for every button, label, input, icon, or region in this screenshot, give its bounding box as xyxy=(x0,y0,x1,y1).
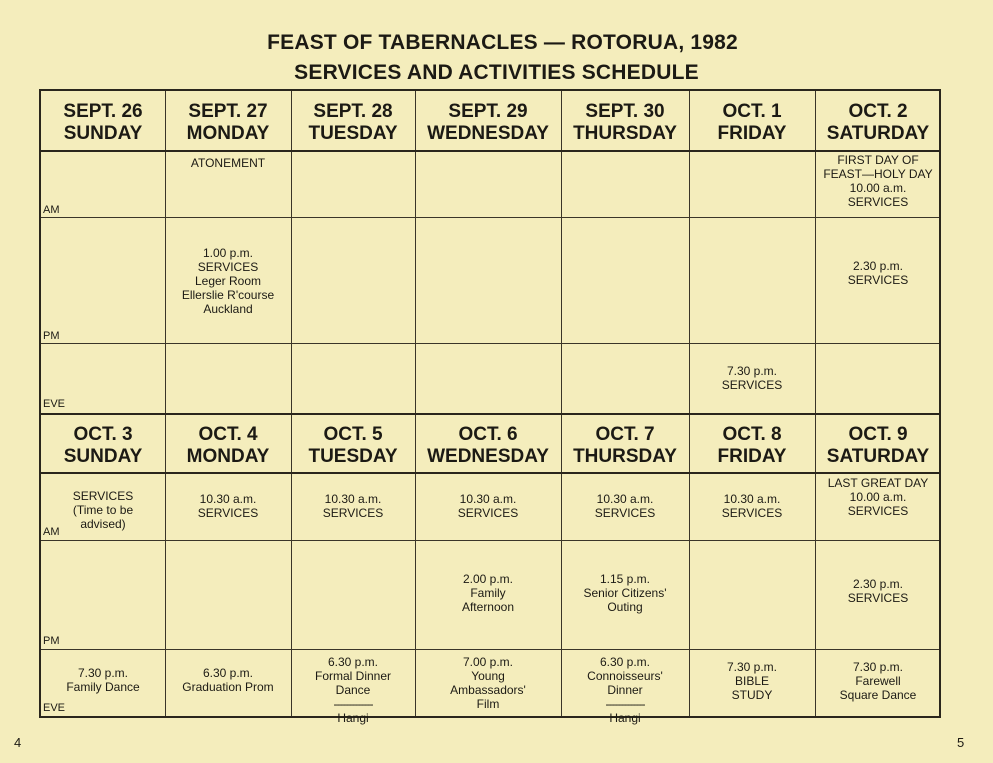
cell-line: Farewell xyxy=(855,674,901,688)
cell-line: (Time to be xyxy=(72,503,134,517)
day-name: MONDAY xyxy=(186,446,270,467)
schedule-cell-am-monday xyxy=(165,492,291,520)
schedule-cell-pm-wednesday xyxy=(415,572,561,614)
row-label-pm: PM xyxy=(43,635,60,647)
week2-table xyxy=(39,413,941,725)
day-date: OCT. 6 xyxy=(458,424,518,445)
schedule-cell-am-wednesday xyxy=(415,492,561,520)
cell-line: 7.00 p.m. xyxy=(462,655,514,669)
schedule-title: FEAST OF TABERNACLES — ROTORUA, 1982 xyxy=(267,31,738,54)
day-name: THURSDAY xyxy=(573,123,677,144)
cell-line: Dance xyxy=(335,683,371,697)
schedule-cell-am-friday xyxy=(689,492,815,520)
cell-line: Hangi xyxy=(609,711,641,725)
day-header-friday xyxy=(689,424,815,468)
cell-line: Film xyxy=(476,697,500,711)
cell-line: Outing xyxy=(607,600,643,614)
day-date: OCT. 1 xyxy=(722,101,782,122)
day-date: SEPT. 29 xyxy=(448,101,528,122)
day-date: SEPT. 26 xyxy=(63,101,143,122)
day-header-monday xyxy=(165,101,291,145)
day-date: OCT. 4 xyxy=(198,424,258,445)
schedule-cell-pm-monday xyxy=(165,246,291,316)
row-divider xyxy=(41,343,939,344)
day-name: TUESDAY xyxy=(308,446,398,467)
cell-line: 10.00 a.m. xyxy=(849,181,907,195)
cell-line: advised) xyxy=(80,517,126,531)
cell-line: 7.30 p.m. xyxy=(852,660,904,674)
schedule-cell-eve-monday xyxy=(165,666,291,694)
schedule-subtitle: SERVICES AND ACTIVITIES SCHEDULE xyxy=(294,61,699,84)
day-header-tuesday xyxy=(291,424,415,468)
cell-line: Dinner xyxy=(607,683,643,697)
cell-line: 10.30 a.m. xyxy=(199,492,257,506)
cell-line: 10.30 a.m. xyxy=(596,492,654,506)
cell-line: Afternoon xyxy=(461,600,515,614)
cell-line: ATONEMENT xyxy=(190,156,266,170)
schedule-cell-am-sunday xyxy=(41,489,165,531)
row-divider xyxy=(41,472,939,474)
cell-line: LAST GREAT DAY xyxy=(827,476,929,490)
day-header-monday xyxy=(165,424,291,468)
day-date: OCT. 8 xyxy=(722,424,782,445)
cell-line: BIBLE xyxy=(734,674,770,688)
schedule-cell-eve-tuesday xyxy=(291,655,415,725)
schedule-cell-am-tuesday xyxy=(291,492,415,520)
day-name: FRIDAY xyxy=(717,123,787,144)
cell-line: Auckland xyxy=(203,302,253,316)
schedule-cell-am-saturday xyxy=(815,476,941,518)
cell-line: 10.30 a.m. xyxy=(324,492,382,506)
cell-line: 2.30 p.m. xyxy=(852,259,904,273)
cell-line: Hangi xyxy=(337,711,369,725)
cell-line: Leger Room xyxy=(194,274,262,288)
schedule-cell-eve-friday xyxy=(689,660,815,702)
cell-line: Square Dance xyxy=(839,688,917,702)
day-header-friday xyxy=(689,101,815,145)
row-label-eve: EVE xyxy=(43,702,66,714)
cell-line: Connoisseurs' xyxy=(587,669,663,683)
schedule-cell-am-thursday xyxy=(561,492,689,520)
cell-line: 7.30 p.m. xyxy=(77,666,129,680)
day-date: OCT. 2 xyxy=(848,101,908,122)
cell-line: SERVICES xyxy=(197,506,259,520)
cell-line: 6.30 p.m. xyxy=(202,666,254,680)
day-date: OCT. 9 xyxy=(848,424,908,445)
cell-line: Formal Dinner xyxy=(314,669,392,683)
schedule-cell-eve-friday xyxy=(689,364,815,392)
row-label-am: AM xyxy=(43,526,60,538)
cell-line: 6.30 p.m. xyxy=(599,655,651,669)
cell-line: 1.15 p.m. xyxy=(599,572,651,586)
schedule-cell-am-saturday xyxy=(815,153,941,209)
day-header-saturday xyxy=(815,101,941,145)
schedule-cell-pm-saturday xyxy=(815,577,941,605)
schedule-cell-eve-thursday xyxy=(561,655,689,725)
day-name: MONDAY xyxy=(186,123,270,144)
cell-line: FEAST—HOLY DAY xyxy=(823,167,933,181)
week1-table xyxy=(39,89,941,415)
day-name: SATURDAY xyxy=(826,123,930,144)
cell-line: 2.30 p.m. xyxy=(852,577,904,591)
row-divider xyxy=(41,150,939,152)
cell-line: 10.00 a.m. xyxy=(849,490,907,504)
day-name: SATURDAY xyxy=(826,446,930,467)
day-date: SEPT. 30 xyxy=(585,101,665,122)
schedule-cell-pm-thursday xyxy=(561,572,689,614)
cell-line: Young xyxy=(471,669,505,683)
cell-line: SERVICES xyxy=(721,506,783,520)
cell-line: 1.00 p.m. xyxy=(202,246,254,260)
cell-line: SERVICES xyxy=(72,489,134,503)
cell-line: SERVICES xyxy=(594,506,656,520)
day-name: FRIDAY xyxy=(717,446,787,467)
cell-line: Graduation Prom xyxy=(182,680,274,694)
page-number-right: 5 xyxy=(957,735,965,750)
cell-line: 10.30 a.m. xyxy=(459,492,517,506)
day-name: SUNDAY xyxy=(63,446,143,467)
day-header-thursday xyxy=(561,424,689,468)
cell-line: SERVICES xyxy=(721,378,783,392)
day-name: THURSDAY xyxy=(573,446,677,467)
cell-line: 7.30 p.m. xyxy=(726,364,778,378)
cell-line: SERVICES xyxy=(847,195,909,209)
cell-line: Ambassadors' xyxy=(450,683,526,697)
day-name: SUNDAY xyxy=(63,123,143,144)
cell-line: STUDY xyxy=(731,688,773,702)
cell-line: Ellerslie R'course xyxy=(181,288,275,302)
day-header-wednesday xyxy=(415,424,561,468)
cell-line: ------------- xyxy=(333,697,373,711)
day-header-thursday xyxy=(561,101,689,145)
cell-line: SERVICES xyxy=(847,273,909,287)
schedule-cell-pm-saturday xyxy=(815,259,941,287)
cell-line: 7.30 p.m. xyxy=(726,660,778,674)
schedule-cell-am-monday xyxy=(165,156,291,170)
day-name: WEDNESDAY xyxy=(427,123,549,144)
cell-line: 6.30 p.m. xyxy=(327,655,379,669)
day-header-sunday xyxy=(41,101,165,145)
cell-line: SERVICES xyxy=(197,260,259,274)
day-date: SEPT. 27 xyxy=(188,101,268,122)
cell-line: Family Dance xyxy=(66,680,140,694)
cell-line: 10.30 a.m. xyxy=(723,492,781,506)
page-number-left: 4 xyxy=(14,735,22,750)
day-date: OCT. 3 xyxy=(73,424,133,445)
cell-line: 2.00 p.m. xyxy=(462,572,514,586)
day-header-saturday xyxy=(815,424,941,468)
cell-line: Family xyxy=(470,586,506,600)
cell-line: SERVICES xyxy=(847,591,909,605)
cell-line: SERVICES xyxy=(322,506,384,520)
row-label-pm: PM xyxy=(43,330,60,342)
cell-line: SERVICES xyxy=(457,506,519,520)
day-date: SEPT. 28 xyxy=(313,101,393,122)
cell-line: SERVICES xyxy=(847,504,909,518)
row-label-eve: EVE xyxy=(43,398,66,410)
cell-line: Senior Citizens' xyxy=(583,586,667,600)
cell-line: ------------- xyxy=(605,697,645,711)
schedule-cell-eve-wednesday xyxy=(415,655,561,711)
row-label-am: AM xyxy=(43,204,60,216)
day-header-wednesday xyxy=(415,101,561,145)
day-header-tuesday xyxy=(291,101,415,145)
day-name: WEDNESDAY xyxy=(427,446,549,467)
row-divider xyxy=(41,540,939,541)
schedule-cell-eve-sunday xyxy=(41,666,165,694)
schedule-cell-eve-saturday xyxy=(815,660,941,702)
day-header-sunday xyxy=(41,424,165,468)
day-name: TUESDAY xyxy=(308,123,398,144)
row-divider xyxy=(41,217,939,218)
day-date: OCT. 7 xyxy=(595,424,655,445)
cell-line: FIRST DAY OF xyxy=(837,153,919,167)
row-divider xyxy=(41,649,939,650)
day-date: OCT. 5 xyxy=(323,424,383,445)
